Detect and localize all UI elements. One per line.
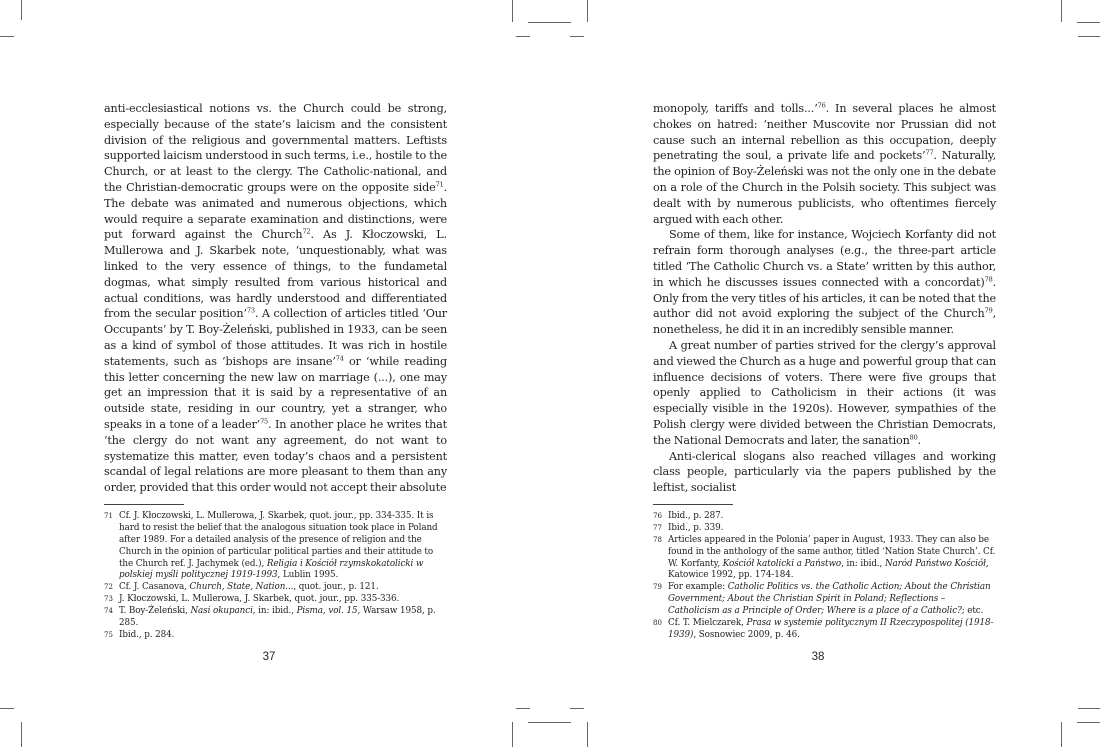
footnote-number: 74 xyxy=(104,607,113,616)
footnote-divider xyxy=(653,504,733,505)
footnote xyxy=(653,535,996,583)
right-page xyxy=(653,101,996,642)
footnotes xyxy=(653,511,996,642)
paragraph: A great number of parties strived for the clergy’s approval and viewed the Church as a huge and powerful group that can influence decisions of voters. There were five groups that openly applied to Catholicism in their actions (it was especially visible in the 1920s). However, sympathies of the Polish clergy were divided between the Christian Democrats, the National Democrats and later, the sanation$^{80}$. xyxy=(653,338,996,447)
footnote xyxy=(653,618,996,642)
footnote-ref[interactable]: 76 xyxy=(817,101,826,110)
footnote-ref[interactable]: 71 xyxy=(435,180,444,189)
crop-mark xyxy=(1061,722,1062,747)
crop-mark xyxy=(1078,36,1100,37)
footnote-ref[interactable]: 75 xyxy=(260,417,269,426)
crop-mark xyxy=(516,708,530,709)
footnote-text: Ibid., p. 287. xyxy=(668,510,724,521)
crop-mark xyxy=(587,722,588,747)
footnote-ref[interactable]: 77 xyxy=(925,148,934,157)
crop-mark xyxy=(528,722,571,723)
footnote-number: 71 xyxy=(104,511,113,520)
crop-mark xyxy=(516,36,530,37)
footnote xyxy=(653,511,996,523)
footnote-text: Ibid., p. 284. xyxy=(119,629,175,640)
footnote xyxy=(653,582,996,618)
body-text xyxy=(104,101,447,496)
crop-mark xyxy=(512,0,513,22)
crop-mark xyxy=(587,0,588,22)
footnote-number: 77 xyxy=(653,523,662,532)
footnote xyxy=(104,630,447,642)
footnote-text: J. Kłoczowski, L. Mullerowa, J. Skarbek, quot. jour., pp. 335-336. xyxy=(119,594,400,605)
footnote-text: T. Boy-Żeleński, Nasi okupanci, in: ibid., Pisma, vol. 15, Warsaw 1958, p. 285. xyxy=(119,606,436,629)
footnote-number: 72 xyxy=(104,583,113,592)
crop-mark xyxy=(512,722,513,747)
crop-mark xyxy=(0,36,14,37)
footnote-ref[interactable]: 73 xyxy=(246,306,255,315)
footnote xyxy=(104,594,447,606)
footnote-number: 76 xyxy=(653,511,662,520)
footnote-text: Articles appeared in the Polonia’ paper in August, 1933. They can also be found in the anthology of the same author, titled ‘Nation State Church’. Cf. W. Korfanty, Kościół katolicki a Państwo, in: ibid., Naród Państwo Kościół, Katowice 1992, pp. 174-184. xyxy=(668,534,996,581)
paragraph: Anti-clerical slogans also reached villages and working class people, particularly via the papers published by the leftist, socialist xyxy=(653,449,996,495)
footnote-ref[interactable]: 78 xyxy=(984,275,993,284)
footnote-ref[interactable]: 72 xyxy=(302,227,311,236)
page-number: 38 xyxy=(811,651,825,663)
footnote xyxy=(104,582,447,594)
footnote-text: Cf. J. Kłoczowski, L. Mullerowa, J. Skarbek, quot. jour., pp. 334-335. It is hard to resist the belief that the analogous situation took place in Poland after 1989. For a detailed analysis of the presence of religion and the Church in the opinion of particular political parties and their attitude to the Church ref. J. Jachymek (ed.), Religia i Kościół rzymskokatolicki w polskiej myśli politycznej 1919-1993, Lublin 1995. xyxy=(119,510,438,581)
footnote-text: Cf. T. Mielczarek, Prasa w systemie politycznym II Rzeczypospolitej (1918-1939), Sosnowiec 2009, p. 46. xyxy=(668,618,994,640)
crop-mark xyxy=(1077,22,1100,23)
footnote-number: 80 xyxy=(653,619,662,628)
crop-mark xyxy=(570,36,584,37)
footnote xyxy=(653,523,996,535)
footnote-ref[interactable]: 80 xyxy=(909,433,918,441)
crop-mark xyxy=(21,0,22,20)
left-page xyxy=(104,101,447,642)
footnote xyxy=(104,606,447,630)
footnote-ref[interactable]: 79 xyxy=(984,306,993,315)
footnote-text: Cf. J. Casanova, Church, State, Nation..., quot. jour., p. 121. xyxy=(119,582,379,593)
crop-mark xyxy=(21,722,22,747)
crop-mark xyxy=(1061,0,1062,22)
paragraph: monopoly, tariffs and tolls...’$^{76}$. In several places he almost chokes on hatred: ‘neither Muscovite nor Prussian did not cause such an internal rebellion as this occupation, deeply penetrating the soul, a private life and pockets’$^{77}$. Naturally, the opinion of Boy-Żeleński was not the only one in the debate on a role of the Church in the Polsih society. This subject was dealt with by numerous publicists, who oftentimes fiercely argued with each other. xyxy=(653,101,997,226)
body-text xyxy=(653,101,996,496)
paragraph: Some of them, like for instance, Wojciech Korfanty did not refrain form thorough analyses (e.g., the three-part article titled ‘The Catholic Church vs. a State’ written by this author, in which he discusses issues connected with a concordat)$^{78}$. Only from the very titles of his articles, it can be noted that the author did not avoid exploring the subject of the Church$^{79}$, nonetheless, he did it in an incredibly sensible manner. xyxy=(653,228,996,337)
footnote-number: 73 xyxy=(104,595,113,604)
crop-mark xyxy=(570,708,584,709)
crop-mark xyxy=(1078,708,1100,709)
crop-mark xyxy=(1077,722,1100,723)
crop-mark xyxy=(528,22,571,23)
footnote xyxy=(104,511,447,582)
footnote-divider xyxy=(104,504,184,505)
footnote-number: 79 xyxy=(653,583,662,592)
crop-mark xyxy=(0,708,14,709)
footnote-ref[interactable]: 74 xyxy=(335,354,344,363)
footnotes xyxy=(104,511,447,642)
page-number: 37 xyxy=(262,651,276,663)
footnote-text: Ibid., p. 339. xyxy=(668,522,724,533)
footnote-number: 75 xyxy=(104,630,113,639)
footnote-text: For example: Catholic Politics vs. the Catholic Action; About the Christian Government; About the Christian Spirit in Poland; Reflections – Catholicism as a Principle of Order; Where is a place of a Catholic?; etc. xyxy=(668,582,991,617)
paragraph: anti-ecclesiastical notions vs. the Church could be strong, especially because of the state’s laicism and the consistent division of the religious and governmental matters. Leftists supported laicism understood in such terms, i.e., hostile to the Church, or at least to the clergy. The Catholic-national, and the Christian-democratic groups were on the opposite side$^{71}$. The debate was animated and numerous objections, which would require a separate examination and distinctions, were put forward against the Church$^{72}$. As J. Kłoczowski, L. Mullerowa and J. Skarbek note, ‘unquestionably, what was linked to the very essence of things, to the fundametal dogmas, what simply resulted from various historical and actual conditions, was hardly understood and differentiated from the secular position’$^{73}$. A collection of articles titled ‘Our Occupants’ by T. Boy-Żeleński, published in 1933, can be seen as a kind of symbol of those attitudes. It was rich in hostile statements, such as ‘bishops are insane’$^{74}$ or ‘while reading this letter concerning the new law on marriage (...), one may get an impression that it is said by a representative of an outside state, residing in our country, yet a stranger, who speaks in a tone of a leader’$^{75}$. In another place he writes that ‘the clergy do not want any agreement, do not want to systematize this matter, even today’s chaos and a persistent scandal of legal relations are more pleasant to them than any order, provided that this order would not accept their absolute xyxy=(104,102,447,495)
footnote-number: 78 xyxy=(653,535,662,544)
